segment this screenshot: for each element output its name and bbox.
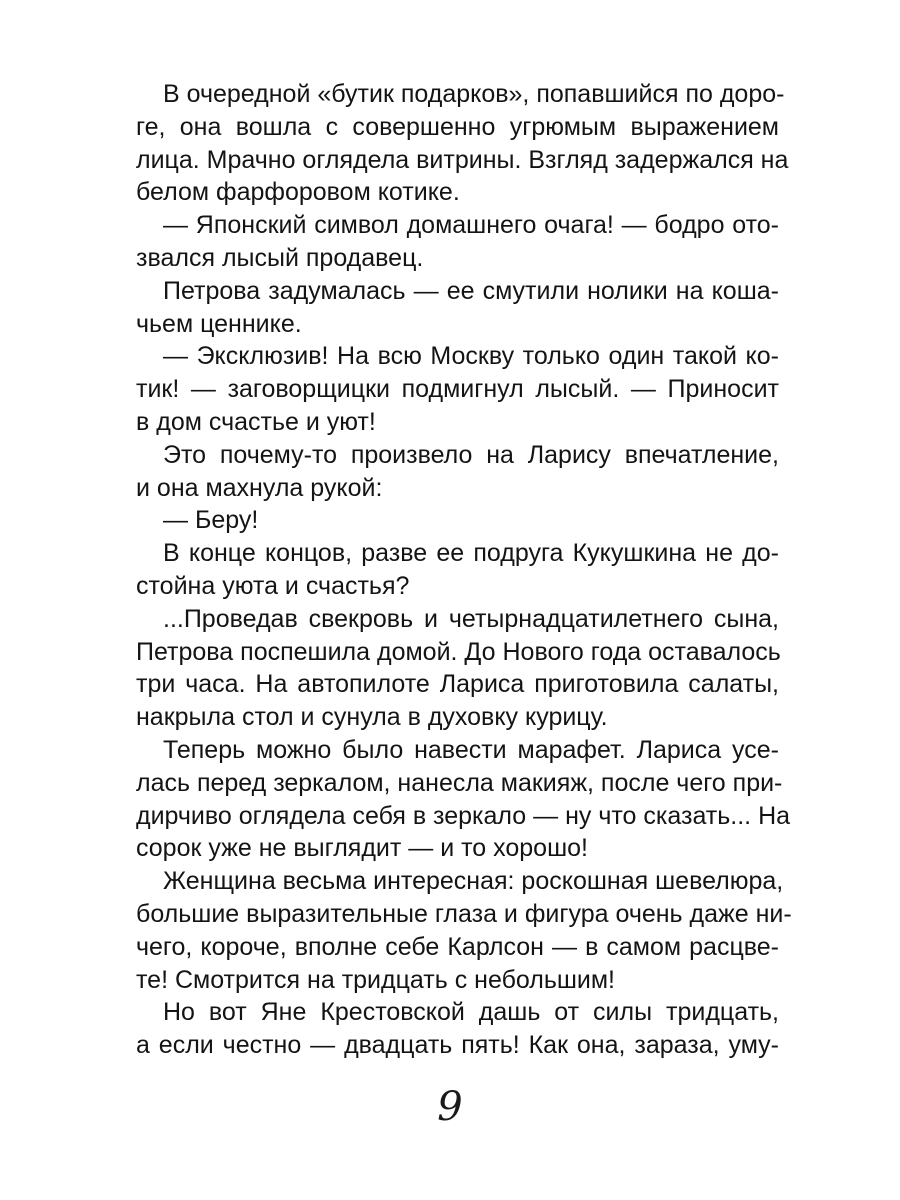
- text-line: Петрова задумалась — ее смутили нолики на коша-: [163, 276, 779, 305]
- text-line: ...Проведав свекровь и четырнадцатилетнего сына,: [163, 604, 779, 633]
- text-line: Женщина весьма интересная: роскошная шевелюра,: [163, 867, 784, 896]
- text-line: тик! — заговорщицки подмигнул лысый. — Приносит: [136, 375, 779, 404]
- text-line: и она махнула рукой:: [136, 473, 383, 502]
- text-line: В конце концов, разве ее подруга Кукушкина не до-: [163, 539, 779, 568]
- text-line: ге, она вошла с совершенно угрюмым выражением: [136, 112, 779, 141]
- text-line: белом фарфоровом котике.: [136, 178, 460, 207]
- text-line: чего, короче, вполне себе Карлсон — в самом расцве-: [136, 932, 779, 961]
- text-line: стойна уюта и счастья?: [136, 571, 410, 600]
- text-line: В очередной «бутик подарков», попавшийся по доро-: [163, 80, 785, 108]
- text-line: Петрова поспешила домой. До Нового года оставалось: [136, 637, 781, 666]
- text-line: Теперь можно было навести марафет. Лариса усе-: [163, 735, 779, 764]
- text-line: Это почему-то произвело на Ларису впечатление,: [163, 440, 779, 469]
- text-line: звался лысый продавец.: [136, 243, 424, 272]
- text-line: лась перед зеркалом, нанесла макияж, после чего при-: [136, 768, 783, 797]
- text-line: три часа. На автопилоте Лариса приготовила салаты,: [136, 670, 779, 699]
- text-line: большие выразительные глаза и фигура очень даже ни-: [136, 899, 792, 928]
- text-line: — Эксклюзив! На всю Москву только один такой ко-: [163, 342, 779, 371]
- text-line: дирчиво оглядела себя в зеркало — ну что сказать... На: [136, 801, 791, 830]
- page-number: 9: [437, 1084, 463, 1130]
- text-line: в дом счастье и уют!: [136, 407, 376, 436]
- text-line: лица. Мрачно оглядела витрины. Взгляд задержался на: [136, 145, 789, 174]
- text-line: накрыла стол и сунула в духовку курицу.: [136, 703, 608, 732]
- text-line: чьем ценнике.: [136, 309, 302, 338]
- text-line: — Беру!: [163, 506, 259, 535]
- text-line: Но вот Яне Крестовской дашь от силы тридцать,: [163, 998, 779, 1027]
- text-line: сорок уже не выглядит — и то хорошо!: [136, 834, 588, 863]
- body-text: [136, 78, 792, 1062]
- text-line: а если честно — двадцать пять! Как она, зараза, уму-: [136, 1031, 779, 1060]
- text-line: — Японский символ домашнего очага! — бодро ото-: [163, 211, 779, 240]
- text-line: те! Смотрится на тридцать с небольшим!: [136, 965, 616, 994]
